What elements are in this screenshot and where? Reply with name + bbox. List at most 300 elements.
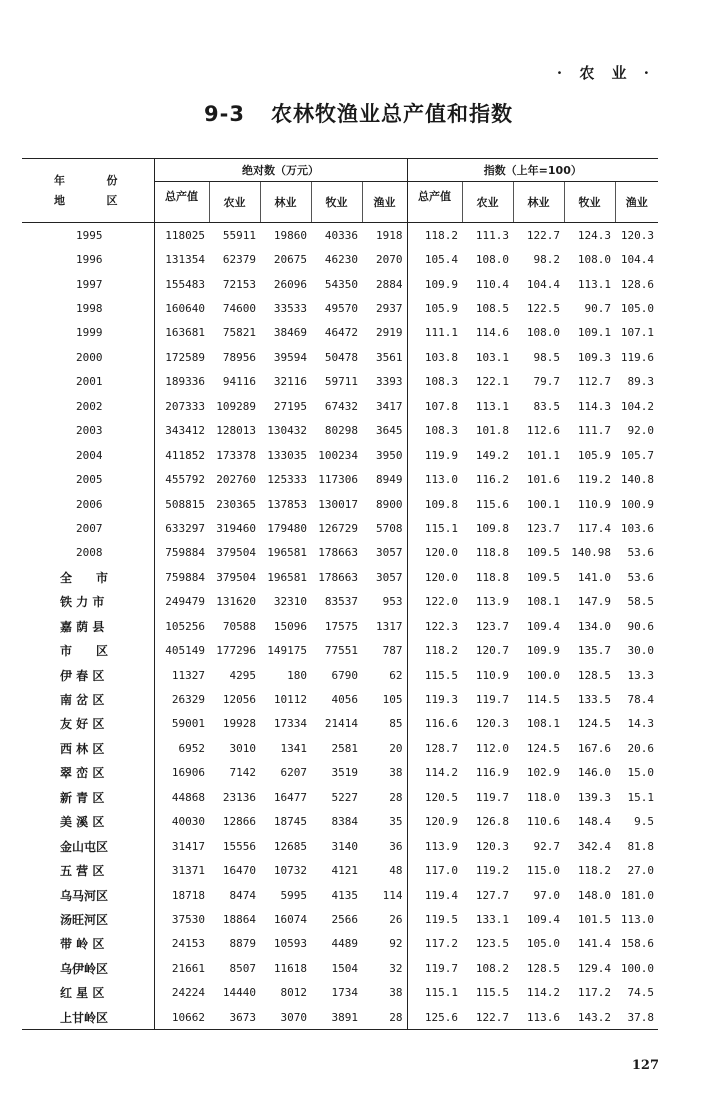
table-cell: 32116: [273, 375, 307, 389]
group-header-absolute: 绝对数（万元）: [154, 159, 407, 182]
table-cell: 108.1: [526, 717, 561, 731]
row-label: 伊 春 区: [22, 663, 154, 687]
table-cell: 90.7: [584, 302, 612, 316]
table-cell: 202760: [216, 473, 256, 487]
row-label: 市 区: [22, 638, 154, 662]
table-cell: 1341: [280, 741, 307, 755]
table-cell: 111.3: [475, 228, 510, 242]
table-cell: 27.0: [627, 864, 655, 878]
table-cell: 38: [362, 761, 407, 785]
column-header: 渔业: [362, 182, 407, 223]
table-cell: 110.6: [526, 815, 561, 829]
table-cell: 15.0: [627, 766, 655, 780]
column-header: 渔业: [615, 182, 658, 223]
table-cell: 78956: [222, 350, 256, 364]
table-cell: 44868: [171, 790, 205, 804]
table-cell: 8949: [362, 467, 407, 491]
table-cell: 130432: [267, 424, 307, 438]
table-cell: 72153: [222, 277, 256, 291]
table-row: [22, 614, 658, 638]
table-cell: 8384: [331, 815, 358, 829]
table-cell: 19928: [222, 717, 256, 731]
table-cell: 79.7: [533, 375, 561, 389]
table-cell: 113.1: [577, 277, 612, 291]
table-cell: 130017: [318, 497, 358, 511]
table-cell: 118.2: [424, 644, 459, 658]
corner-year-right: 份: [106, 173, 118, 187]
table-cell: 108.5: [475, 302, 510, 316]
table-cell: 133035: [267, 448, 307, 462]
table-cell: 119.5: [424, 912, 459, 926]
row-label: 2003: [22, 419, 154, 443]
table-cell: 127.7: [475, 888, 510, 902]
table-cell: 108.0: [526, 326, 561, 340]
table-cell: 119.6: [620, 350, 655, 364]
table-cell: 6790: [331, 668, 358, 682]
table-cell: 77551: [324, 644, 358, 658]
table-cell: 8474: [229, 888, 256, 902]
table-cell: 90.6: [627, 619, 655, 633]
table-cell: 10732: [273, 864, 307, 878]
row-label: 2001: [22, 370, 154, 394]
table-cell: 107.1: [620, 326, 655, 340]
table-cell: 178663: [318, 546, 358, 560]
table-cell: 134.0: [577, 619, 612, 633]
table-cell: 109289: [216, 399, 256, 413]
column-header: 林业: [260, 182, 311, 223]
table-row: [22, 394, 658, 418]
row-label: 汤旺河区: [22, 907, 154, 931]
row-label: 乌伊岭区: [22, 956, 154, 980]
table-cell: 124.3: [577, 228, 612, 242]
table-cell: 146.0: [577, 766, 612, 780]
table-cell: 107.8: [424, 399, 459, 413]
table-cell: 120.3: [620, 228, 655, 242]
table-cell: 126.8: [475, 815, 510, 829]
row-label: 铁 力 市: [22, 590, 154, 614]
table-cell: 167.6: [577, 741, 612, 755]
table-cell: 114.5: [526, 693, 561, 707]
table-cell: 11618: [273, 961, 307, 975]
table-cell: 118.0: [526, 790, 561, 804]
table-cell: 7142: [229, 766, 256, 780]
table-cell: 118.2: [424, 228, 459, 242]
table-cell: 105256: [165, 619, 205, 633]
table-cell: 28: [362, 785, 407, 809]
table-cell: 633297: [165, 521, 205, 535]
row-label: 1999: [22, 321, 154, 345]
table-cell: 37530: [171, 912, 205, 926]
table-cell: 122.7: [462, 1005, 513, 1030]
table-cell: 179480: [267, 521, 307, 535]
table-cell: 2070: [362, 247, 407, 271]
table-cell: 83537: [324, 595, 358, 609]
table-cell: 20.6: [627, 741, 655, 755]
table-cell: 131354: [165, 253, 205, 267]
table-cell: 105.4: [424, 253, 459, 267]
table-cell: 119.2: [475, 864, 510, 878]
table-row: [22, 419, 658, 443]
table-cell: 109.9: [526, 644, 561, 658]
table-cell: 3070: [260, 1005, 311, 1030]
table-cell: 120.7: [475, 644, 510, 658]
table-cell: 38: [362, 981, 407, 1005]
table-row: [22, 467, 658, 491]
table-cell: 113.9: [475, 595, 510, 609]
table-cell: 14.3: [627, 717, 655, 731]
table-cell: 178663: [318, 570, 358, 584]
table-row: [22, 247, 658, 271]
row-label: 南 岔 区: [22, 687, 154, 711]
row-label: 2006: [22, 492, 154, 516]
table-cell: 177296: [216, 644, 256, 658]
table-cell: 104.4: [620, 253, 655, 267]
row-label: 2002: [22, 394, 154, 418]
table-cell: 94116: [222, 375, 256, 389]
table-cell: 149.2: [475, 448, 510, 462]
table-cell: 108.0: [475, 253, 510, 267]
table-row: [22, 296, 658, 320]
table-row: [22, 736, 658, 760]
table-cell: 35: [362, 810, 407, 834]
column-header: 总产值: [154, 182, 209, 223]
table-cell: 116.9: [475, 766, 510, 780]
table-cell: 4121: [331, 864, 358, 878]
table-cell: 31417: [171, 839, 205, 853]
table-cell: 4295: [229, 668, 256, 682]
table-cell: 26: [362, 907, 407, 931]
table-row: [22, 223, 658, 248]
row-label: 嘉 荫 县: [22, 614, 154, 638]
table-cell: 20675: [273, 253, 307, 267]
table-cell: 98.5: [533, 350, 561, 364]
table-cell: 109.5: [526, 570, 561, 584]
table-cell: 40336: [324, 228, 358, 242]
table-row: [22, 981, 658, 1005]
table-cell: 115.6: [475, 497, 510, 511]
table-cell: 104.4: [526, 277, 561, 291]
table-cell: 147.9: [577, 595, 612, 609]
table-cell: 123.7: [526, 521, 561, 535]
table-cell: 36: [362, 834, 407, 858]
row-label: 金山屯区: [22, 834, 154, 858]
table-cell: 2581: [331, 741, 358, 755]
table-row: [22, 858, 658, 882]
column-header: 林业: [513, 182, 564, 223]
table-cell: 59001: [171, 717, 205, 731]
table-cell: 70588: [222, 619, 256, 633]
corner-year-left: 年: [54, 173, 65, 187]
row-label: 1998: [22, 296, 154, 320]
table-cell: 102.9: [526, 766, 561, 780]
table-cell: 101.1: [526, 448, 561, 462]
table-cell: 113.6: [513, 1005, 564, 1030]
table-cell: 3057: [362, 565, 407, 589]
row-label: 翠 峦 区: [22, 761, 154, 785]
table-cell: 108.2: [475, 961, 510, 975]
table-cell: 411852: [165, 448, 205, 462]
table-cell: 119.7: [475, 693, 510, 707]
table-cell: 149175: [267, 644, 307, 658]
corner-region-left: 地: [54, 193, 65, 207]
table-cell: 137853: [267, 497, 307, 511]
column-header: 农业: [209, 182, 260, 223]
table-cell: 114.3: [577, 399, 612, 413]
table-cell: 97.0: [533, 888, 561, 902]
table-cell: 105: [362, 687, 407, 711]
table-cell: 112.7: [577, 375, 612, 389]
table-cell: 113.0: [620, 912, 655, 926]
row-label: 2000: [22, 345, 154, 369]
row-label: 五 营 区: [22, 858, 154, 882]
table-cell: 37.8: [615, 1005, 658, 1030]
table-cell: 117.0: [424, 864, 459, 878]
row-label: 西 林 区: [22, 736, 154, 760]
table-cell: 9.5: [634, 815, 655, 829]
table-cell: 92.7: [533, 839, 561, 853]
table-cell: 181.0: [620, 888, 655, 902]
table-row: [22, 443, 658, 467]
table-cell: 5995: [280, 888, 307, 902]
table-cell: 128.5: [577, 668, 612, 682]
table-cell: 100.0: [620, 961, 655, 975]
table-cell: 115.5: [475, 986, 510, 1000]
table-cell: 16906: [171, 766, 205, 780]
table-row: [22, 590, 658, 614]
table-cell: 108.1: [526, 595, 561, 609]
table-cell: 101.6: [526, 473, 561, 487]
table-cell: 5708: [362, 516, 407, 540]
table-cell: 21661: [171, 961, 205, 975]
table-row: [22, 907, 658, 931]
table-cell: 2884: [362, 272, 407, 296]
table-cell: 30.0: [627, 644, 655, 658]
table-cell: 114: [362, 883, 407, 907]
table-cell: 120.9: [424, 815, 459, 829]
column-header: 牧业: [311, 182, 362, 223]
row-label: 友 好 区: [22, 712, 154, 736]
table-cell: 196581: [267, 570, 307, 584]
row-label: 乌马河区: [22, 883, 154, 907]
table-cell: 455792: [165, 473, 205, 487]
table-cell: 6207: [280, 766, 307, 780]
section-tag: · 农 业 ·: [556, 64, 655, 82]
table-cell: 135.7: [577, 644, 612, 658]
row-label: 2008: [22, 541, 154, 565]
table-cell: 155483: [165, 277, 205, 291]
table-cell: 3057: [362, 541, 407, 565]
table-cell: 15.1: [627, 790, 655, 804]
table-row: [22, 321, 658, 345]
table-cell: 26096: [273, 277, 307, 291]
table-cell: 16074: [273, 912, 307, 926]
table-cell: 2937: [362, 296, 407, 320]
table-cell: 131620: [216, 595, 256, 609]
table-cell: 59711: [324, 375, 358, 389]
table-cell: 172589: [165, 350, 205, 364]
table-cell: 3645: [362, 419, 407, 443]
table-cell: 117306: [318, 473, 358, 487]
table-cell: 343412: [165, 424, 205, 438]
table-cell: 110.4: [475, 277, 510, 291]
table-cell: 319460: [216, 521, 256, 535]
table-cell: 118.2: [577, 864, 612, 878]
table-cell: 119.4: [424, 888, 459, 902]
table-cell: 100234: [318, 448, 358, 462]
table-cell: 3393: [362, 370, 407, 394]
table-cell: 119.7: [424, 961, 459, 975]
table-cell: 118025: [165, 228, 205, 242]
table-cell: 122.3: [424, 619, 459, 633]
table-cell: 17334: [273, 717, 307, 731]
table-number: 9-3: [204, 102, 245, 126]
table-cell: 117.2: [577, 986, 612, 1000]
table-cell: 118.8: [475, 570, 510, 584]
table-cell: 83.5: [533, 399, 561, 413]
table-cell: 74.5: [627, 986, 655, 1000]
table-cell: 50478: [324, 350, 358, 364]
table-cell: 101.8: [475, 424, 510, 438]
table-cell: 113.1: [475, 399, 510, 413]
table-cell: 122.1: [475, 375, 510, 389]
table-cell: 74600: [222, 302, 256, 316]
table-cell: 158.6: [620, 937, 655, 951]
table-cell: 108.0: [577, 253, 612, 267]
table-cell: 787: [362, 638, 407, 662]
table-cell: 24224: [171, 986, 205, 1000]
table-cell: 8879: [229, 937, 256, 951]
table-cell: 1317: [362, 614, 407, 638]
table-cell: 32: [362, 956, 407, 980]
table-cell: 109.5: [526, 546, 561, 560]
table-cell: 8012: [280, 986, 307, 1000]
column-header: 农业: [462, 182, 513, 223]
table-cell: 759884: [165, 570, 205, 584]
table-row: [22, 883, 658, 907]
table-cell: 101.5: [577, 912, 612, 926]
table-cell: 508815: [165, 497, 205, 511]
table-cell: 230365: [216, 497, 256, 511]
table-cell: 125333: [267, 473, 307, 487]
table-cell: 62: [362, 663, 407, 687]
table-cell: 112.6: [526, 424, 561, 438]
table-cell: 120.3: [475, 717, 510, 731]
table-cell: 173378: [216, 448, 256, 462]
table-row: [22, 1005, 658, 1030]
table-cell: 109.4: [526, 619, 561, 633]
table-cell: 113.0: [424, 473, 459, 487]
table-cell: 18745: [273, 815, 307, 829]
table-cell: 249479: [165, 595, 205, 609]
table-cell: 105.0: [620, 302, 655, 316]
table-cell: 133.5: [577, 693, 612, 707]
table-row: [22, 370, 658, 394]
table-cell: 2919: [362, 321, 407, 345]
table-cell: 38469: [273, 326, 307, 340]
table-cell: 160640: [165, 302, 205, 316]
table-cell: 100.1: [526, 497, 561, 511]
table-cell: 24153: [171, 937, 205, 951]
table-cell: 62379: [222, 253, 256, 267]
table-cell: 103.8: [424, 350, 459, 364]
table-cell: 4056: [331, 693, 358, 707]
table-cell: 115.1: [424, 521, 459, 535]
table-row: [22, 565, 658, 589]
table-cell: 92.0: [627, 424, 655, 438]
table-cell: 12685: [273, 839, 307, 853]
table-cell: 10593: [273, 937, 307, 951]
table-cell: 53.6: [627, 570, 655, 584]
table-cell: 120.0: [424, 570, 459, 584]
table-cell: 20: [362, 736, 407, 760]
table-cell: 55911: [222, 228, 256, 242]
table-cell: 13.3: [627, 668, 655, 682]
table-cell: 196581: [267, 546, 307, 560]
table-cell: 110.9: [475, 668, 510, 682]
table-cell: 103.6: [620, 521, 655, 535]
table-cell: 85: [362, 712, 407, 736]
table-cell: 117.4: [577, 521, 612, 535]
table-cell: 105.7: [620, 448, 655, 462]
table-cell: 120.3: [475, 839, 510, 853]
table-cell: 48: [362, 858, 407, 882]
table-row: [22, 663, 658, 687]
table-cell: 16477: [273, 790, 307, 804]
table-cell: 120.5: [424, 790, 459, 804]
table-cell: 123.7: [475, 619, 510, 633]
table-cell: 119.3: [424, 693, 459, 707]
table-cell: 116.2: [475, 473, 510, 487]
row-label: 带 岭 区: [22, 932, 154, 956]
table-cell: 109.3: [577, 350, 612, 364]
table-cell: 125.6: [407, 1005, 462, 1030]
table-cell: 12866: [222, 815, 256, 829]
table-cell: 89.3: [627, 375, 655, 389]
table-cell: 10662: [154, 1005, 209, 1030]
table-row: [22, 638, 658, 662]
statistics-table: [22, 158, 658, 1030]
table-cell: 8507: [229, 961, 256, 975]
table-cell: 104.2: [620, 399, 655, 413]
table-cell: 141.4: [577, 937, 612, 951]
table-cell: 122.0: [424, 595, 459, 609]
table-cell: 114.2: [526, 986, 561, 1000]
table-cell: 39594: [273, 350, 307, 364]
table-cell: 123.5: [475, 937, 510, 951]
row-label: 1995: [22, 223, 154, 248]
table-cell: 32310: [273, 595, 307, 609]
table-cell: 3950: [362, 443, 407, 467]
table-cell: 109.8: [424, 497, 459, 511]
table-cell: 15096: [273, 619, 307, 633]
table-cell: 3519: [331, 766, 358, 780]
column-header: 牧业: [564, 182, 615, 223]
table-cell: 19860: [273, 228, 307, 242]
table-cell: 23136: [222, 790, 256, 804]
table-cell: 15556: [222, 839, 256, 853]
table-cell: 33533: [273, 302, 307, 316]
table-cell: 46472: [324, 326, 358, 340]
table-cell: 116.6: [424, 717, 459, 731]
table-cell: 100.0: [526, 668, 561, 682]
table-cell: 379504: [216, 546, 256, 560]
table-cell: 405149: [165, 644, 205, 658]
row-label: 2004: [22, 443, 154, 467]
table-row: [22, 712, 658, 736]
table-cell: 100.9: [620, 497, 655, 511]
table-cell: 3673: [209, 1005, 260, 1030]
table-cell: 54350: [324, 277, 358, 291]
